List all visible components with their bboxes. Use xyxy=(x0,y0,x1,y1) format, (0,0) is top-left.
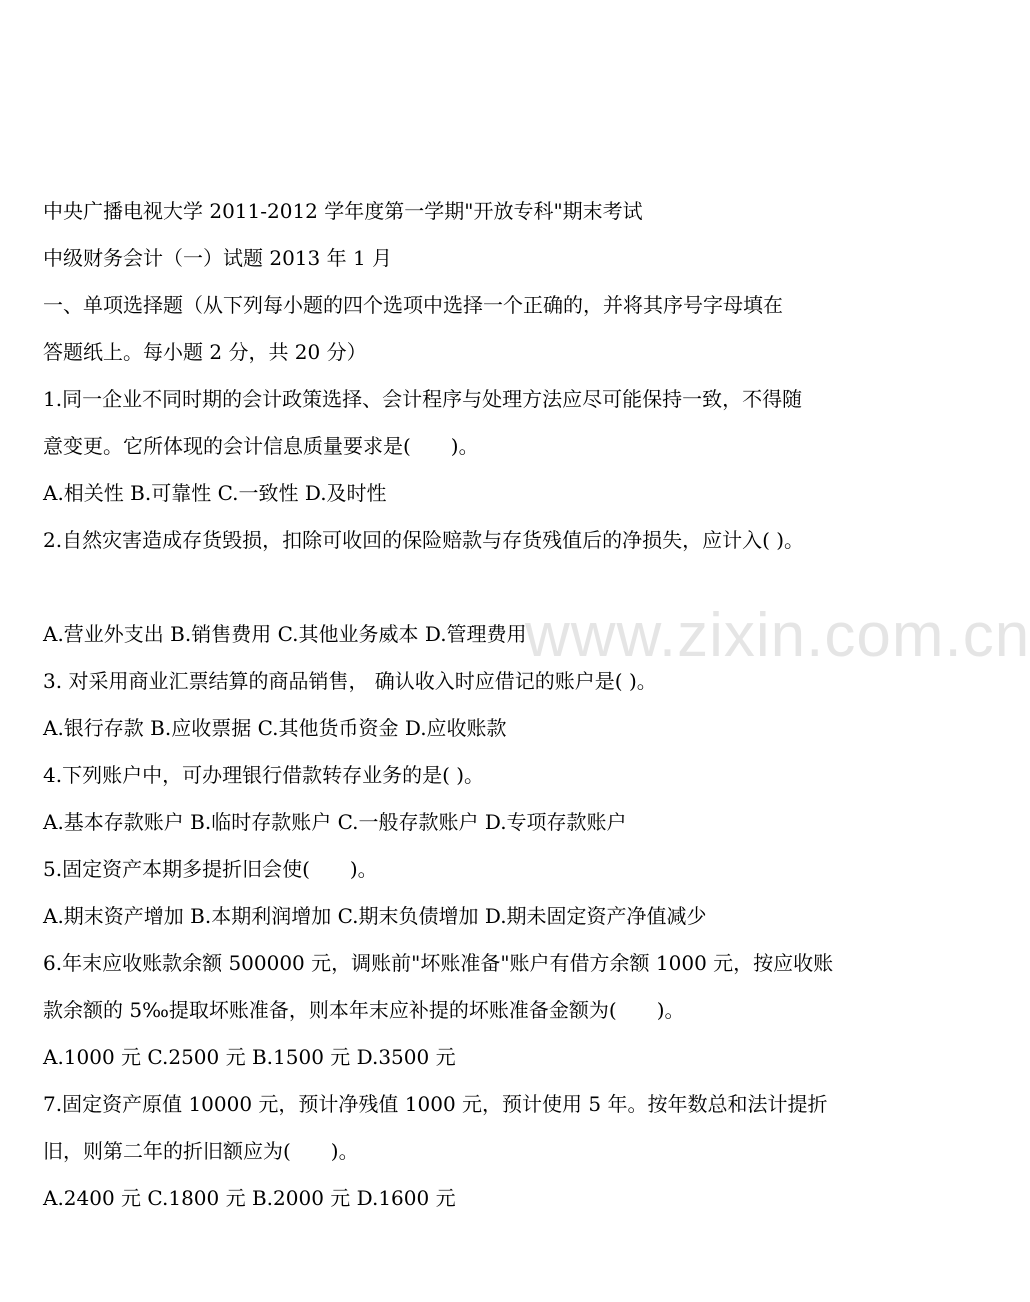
question-7-options: A.2400 元 C.1800 元 B.2000 元 D.1600 元 xyxy=(43,1186,456,1210)
exam-subtitle: 中级财务会计（一）试题 2013 年 1 月 xyxy=(43,246,393,270)
exam-title: 中央广播电视大学 2011-2012 学年度第一学期"开放专科"期末考试 xyxy=(43,199,643,223)
document-body xyxy=(43,200,853,1234)
question-4-options: A.基本存款账户 B.临时存款账户 C.一般存款账户 D.专项存款账户 xyxy=(43,810,627,834)
question-6: 6.年末应收账款余额 500000 元，调账前"坏账准备"账户有借方余额 1000 元，按应收账 xyxy=(43,951,834,975)
section-heading: 一、单项选择题（从下列每小题的四个选项中选择一个正确的，并将其序号字母填在 xyxy=(43,293,783,317)
question-2: 2.自然灾害造成存货毁损，扣除可收回的保险赔款与存货残值后的净损失，应计入( )。 xyxy=(43,528,805,552)
watermark: www.zixin.com.cn xyxy=(525,601,1030,670)
question-1-continued: 意变更。它所体现的会计信息质量要求是( )。 xyxy=(43,434,479,458)
question-2-options: A.营业外支出 B.销售费用 C.其他业务威本 D.管理费用 xyxy=(43,622,527,646)
question-3: 3. 对采用商业汇票结算的商品销售， 确认收入时应借记的账户是( )。 xyxy=(43,669,657,693)
question-1: 1.同一企业不同时期的会计政策选择、会计程序与处理方法应尽可能保持一致，不得随 xyxy=(43,387,803,411)
blank-gap xyxy=(43,576,853,623)
question-6-options: A.1000 元 C.2500 元 B.1500 元 D.3500 元 xyxy=(43,1045,456,1069)
question-7: 7.固定资产原值 10000 元，预计净残值 1000 元，预计使用 5 年。按年数总和法计提折 xyxy=(43,1092,828,1116)
question-4: 4.下列账户中，可办理银行借款转存业务的是( )。 xyxy=(43,763,485,787)
question-5-options: A.期末资产增加 B.本期利润增加 C.期末负债增加 D.期未固定资产净值减少 xyxy=(43,904,707,928)
section-heading-continued: 答题纸上。每小题 2 分，共 20 分） xyxy=(43,340,367,364)
question-1-options: A.相关性 B.可靠性 C.一致性 D.及时性 xyxy=(43,481,387,505)
question-7-continued: 旧，则第二年的折旧额应为( )。 xyxy=(43,1139,359,1163)
question-3-options: A.银行存款 B.应收票据 C.其他货币资金 D.应收账款 xyxy=(43,716,507,740)
question-6-continued: 款余额的 5‰提取坏账准备，则本年末应补提的坏账准备金额为( )。 xyxy=(43,998,685,1022)
question-5: 5.固定资产本期多提折旧会使( )。 xyxy=(43,857,378,881)
